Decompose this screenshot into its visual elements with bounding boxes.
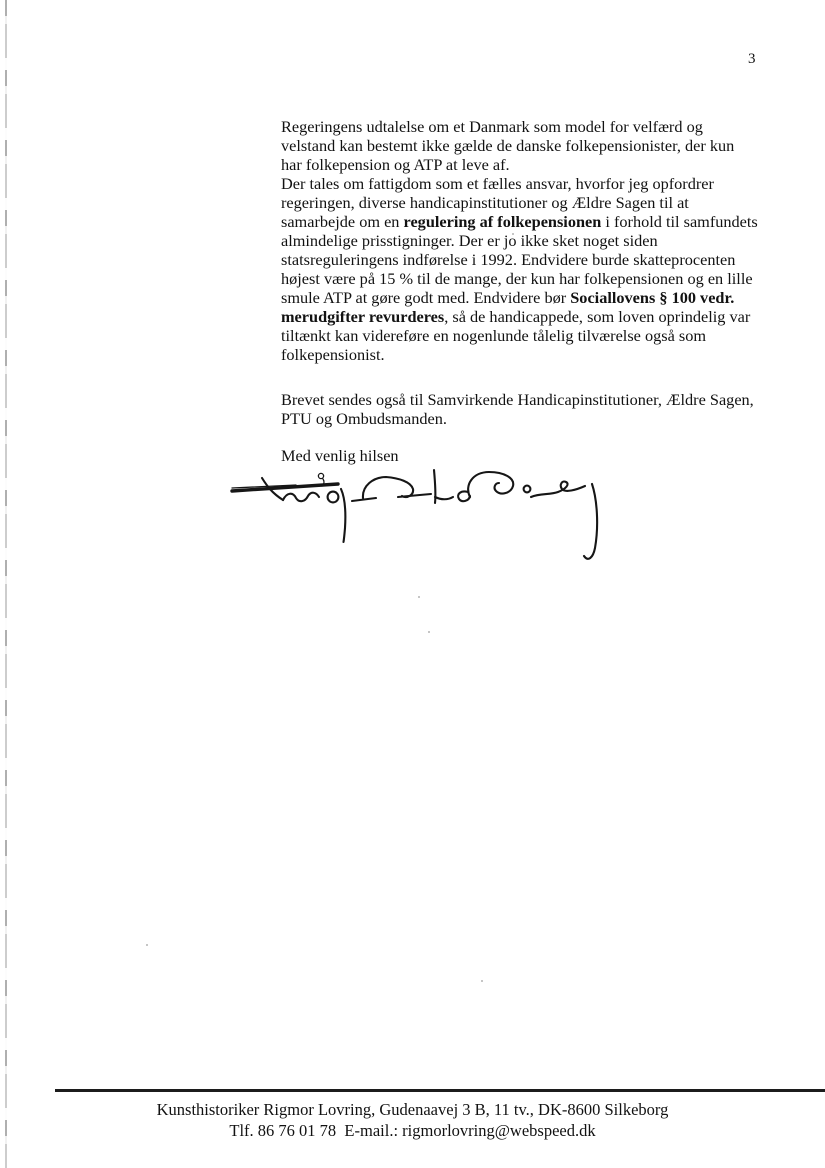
scan-speck <box>418 596 420 598</box>
scan-speck <box>481 980 483 982</box>
paragraph-regeringens-udtalelse: Regeringens udtalelse om et Danmark som model for velfærd og velstand kan bestemt ikke gælde de danske folkepensionister, der kun har folkepension og ATP at leve af. <box>281 117 735 174</box>
footer-contact-line2: Tlf. 86 76 01 78 E-mail.: rigmorlovring@webspeed.dk <box>229 1121 596 1140</box>
scan-speck <box>146 944 148 946</box>
paragraph-der-tales-om-fattigdom: Der tales om fattigdom som et fælles ansvar, hvorfor jeg opfordrer regeringen, diverse handicapinstitutioner og Ældre Sagen til at samarbejde om en regulering af folkepensionen i forhold til samfundets almindelige prisstigninger. Der er jo ikke sket noget siden statsreguleringens indførelse i 1992. Endvidere burde skatteprocenten højest være på 15 % til de mange, der kun har folkepensionen og en lille smule ATP at gøre godt med. Endvidere bør Sociallovens § 100 vedr. merudgifter revurderes, så de handicappede, som loven oprindelig var tiltænkt kan videreføre en nogenlunde tålelig tilværelse også som folkepensionist. <box>281 174 758 364</box>
handwritten-signature <box>228 465 618 577</box>
footer-divider <box>55 1089 825 1092</box>
page-number: 3 <box>748 51 756 67</box>
scan-artifact-left <box>5 0 7 1168</box>
closing-salutation: Med venlig hilsen <box>281 446 399 465</box>
paragraph-brevet-sendes: Brevet sendes også til Samvirkende Handicapinstitutioner, Ældre Sagen, PTU og Ombudsmanden. <box>281 390 754 428</box>
letter-body <box>281 117 759 465</box>
letter-footer <box>0 1089 825 1141</box>
scan-speck <box>428 631 430 633</box>
footer-contact-line1: Kunsthistoriker Rigmor Lovring, Gudenaavej 3 B, 11 tv., DK-8600 Silkeborg <box>156 1100 669 1119</box>
